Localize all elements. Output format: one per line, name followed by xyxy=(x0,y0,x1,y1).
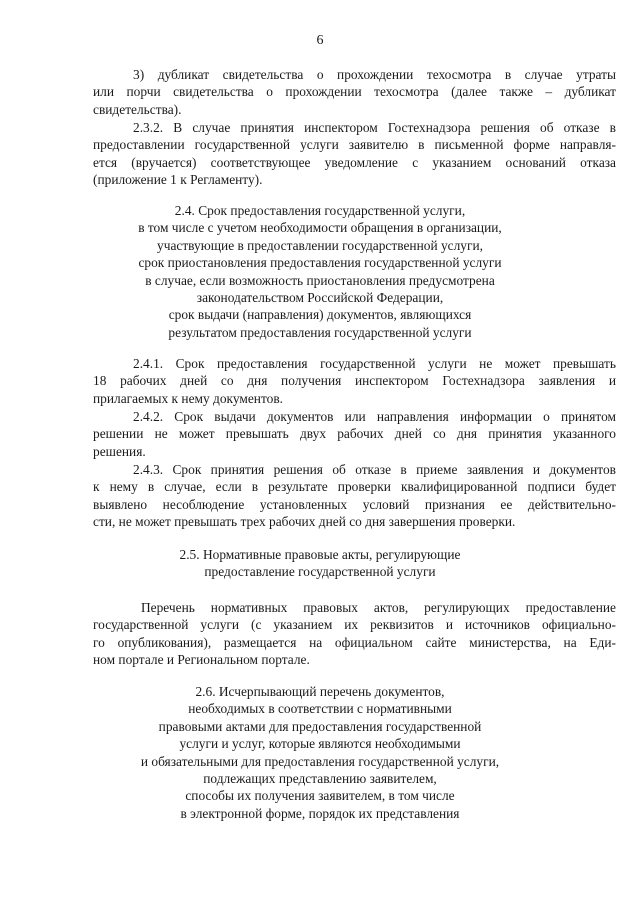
heading-2-5 xyxy=(30,546,610,581)
heading-line: участвующие в предоставлении государственной услуги, xyxy=(157,237,483,253)
paragraph-duplicate-certificate xyxy=(93,66,616,118)
heading-2-4 xyxy=(30,202,610,341)
heading-line: законодательством Российской Федерации, xyxy=(196,290,444,306)
heading-line: способы их получения заявителем, в том числе xyxy=(185,788,455,804)
heading-line: 2.6. Исчерпывающий перечень документов, xyxy=(195,684,445,699)
heading-line: результатом предоставления государственной услуги xyxy=(168,324,472,340)
text-line: 2.4.1. Срок предоставления государственной услуги не может превышать xyxy=(133,356,616,371)
heading-line: необходимых в соответствии с нормативными xyxy=(188,701,452,717)
heading-line: в том числе с учетом необходимости обращения в организации, xyxy=(138,220,502,236)
text-line: к нему в случае, если в результате проверки квалифицированной подписи будет xyxy=(93,479,616,495)
heading-line: в случае, если возможность приостановления предусмотрена xyxy=(145,272,495,288)
heading-line: в электронной форме, порядок их представления xyxy=(180,805,460,821)
paragraph-2-3-2 xyxy=(93,119,616,189)
heading-line: 2.5. Нормативные правовые акты, регулирующие xyxy=(179,547,461,562)
text-line: 2.3.2. В случае принятия инспектором Гостехнадзора решения об отказе в xyxy=(133,120,616,135)
heading-line: правовыми актами для предоставления государственной xyxy=(158,718,482,734)
text-line: 2.4.2. Срок выдачи документов или направления информации о принятом xyxy=(133,409,616,424)
heading-line: и обязательными для предоставления государственной услуги, xyxy=(140,753,500,769)
text-line: сти, не может превышать трех рабочих дней со дня завершения проверки. xyxy=(93,514,516,530)
paragraph-2-4-2 xyxy=(93,408,616,460)
text-line: выявлено несоблюдение установленных условий признания ее действительно- xyxy=(93,496,616,512)
heading-line: подлежащих представлению заявителем, xyxy=(203,771,437,787)
text-line: го опубликования), размещается на официальном сайте министерства, на Еди- xyxy=(93,634,616,650)
heading-line: срок приостановления предоставления государственной услуги xyxy=(138,255,502,271)
text-line: прилагаемых к нему документов. xyxy=(93,390,283,406)
text-line: государственной услуги (с указанием их реквизитов и источников официально- xyxy=(93,617,616,633)
text-line: предоставлении государственной услуги заявителю в письменной форме направля- xyxy=(93,137,616,153)
text-line: (приложение 1 к Регламенту). xyxy=(93,172,263,188)
paragraph-2-4-3 xyxy=(93,461,616,531)
paragraph-2-5-text xyxy=(93,599,616,669)
heading-line: предоставление государственной услуги xyxy=(204,564,436,580)
paragraph-2-4-1 xyxy=(93,355,616,407)
heading-line: 2.4. Срок предоставления государственной услуги, xyxy=(174,203,466,218)
heading-2-6 xyxy=(30,683,610,822)
text-line: ном портале и Региональном портале. xyxy=(93,652,310,668)
text-line: ется (вручается) соответствующее уведомление с указанием оснований отказа xyxy=(93,154,616,170)
page-number: 6 xyxy=(316,33,324,48)
text-line: Перечень нормативных правовых актов, регулирующих предоставление xyxy=(141,600,616,615)
text-line: 2.4.3. Срок принятия решения об отказе в приеме заявления и документов xyxy=(133,462,616,477)
text-line: решении не может превышать двух рабочих дней со дня принятия указанного xyxy=(93,426,616,442)
text-line: или порчи свидетельства о прохождении техосмотра (далее также – дубликат xyxy=(93,84,616,100)
heading-line: срок выдачи (направления) документов, являющихся xyxy=(168,307,472,323)
text-line: 18 рабочих дней со дня получения инспектором Гостехнадзора заявления и xyxy=(93,373,616,389)
text-line: свидетельства). xyxy=(93,101,182,117)
text-line: решения. xyxy=(93,443,146,459)
text-line: 3) дубликат свидетельства о прохождении техосмотра в случае утраты xyxy=(133,67,616,82)
heading-line: услуги и услуг, которые являются необходимыми xyxy=(179,736,461,752)
